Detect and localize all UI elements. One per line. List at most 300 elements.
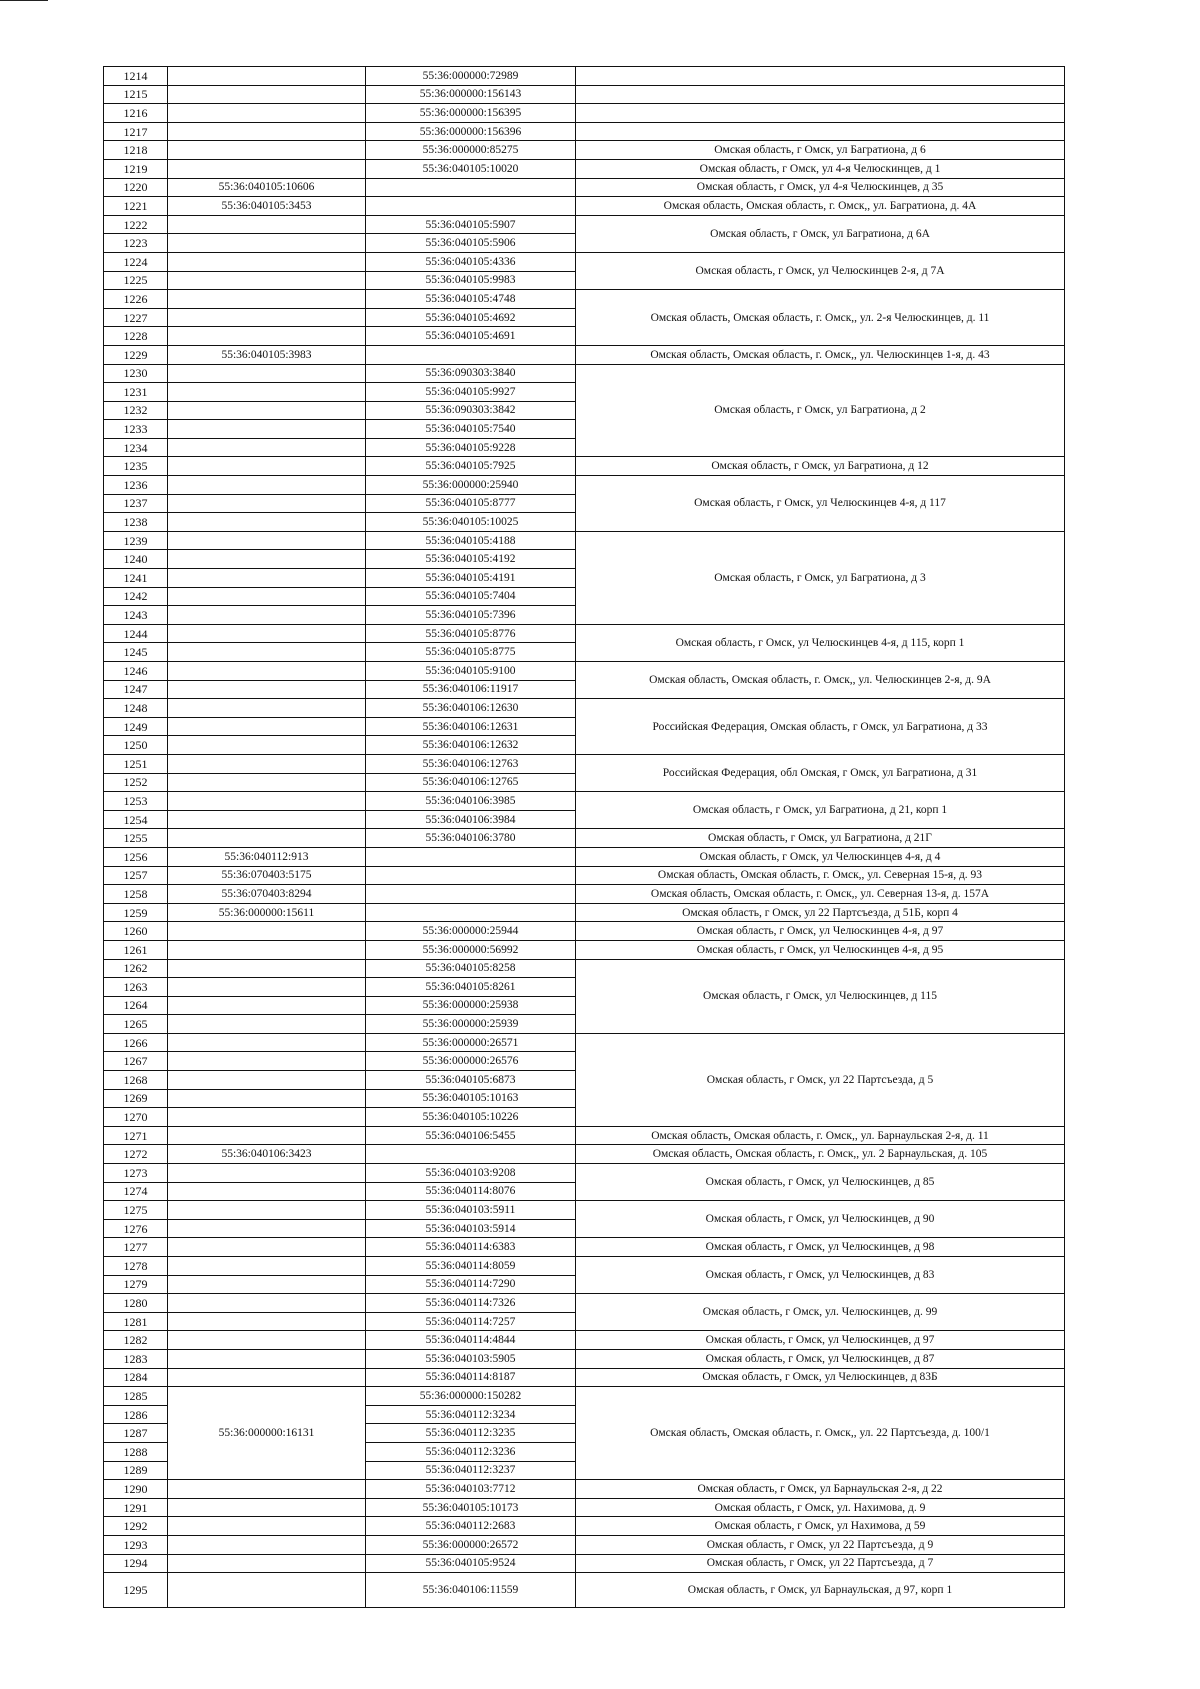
row-number: 1238 bbox=[104, 513, 168, 532]
building-cadastral-number bbox=[168, 1182, 366, 1201]
land-cadastral-number: 55:36:040105:5907 bbox=[366, 215, 576, 234]
land-cadastral-number: 55:36:040106:3780 bbox=[366, 829, 576, 848]
building-cadastral-number: 55:36:070403:5175 bbox=[168, 866, 366, 885]
building-cadastral-number bbox=[168, 792, 366, 811]
row-number: 1289 bbox=[104, 1461, 168, 1480]
table-row bbox=[104, 141, 1065, 160]
row-number: 1266 bbox=[104, 1033, 168, 1052]
row-number: 1228 bbox=[104, 327, 168, 346]
row-number: 1293 bbox=[104, 1535, 168, 1554]
building-cadastral-number bbox=[168, 754, 366, 773]
row-number: 1277 bbox=[104, 1238, 168, 1257]
building-cadastral-number bbox=[168, 85, 366, 104]
building-cadastral-number bbox=[168, 513, 366, 532]
row-number: 1268 bbox=[104, 1071, 168, 1090]
building-cadastral-number bbox=[168, 680, 366, 699]
address-cell: Омская область, г Омск, ул Челюскинцев 4-я, д 117 bbox=[576, 476, 1065, 532]
row-number: 1241 bbox=[104, 569, 168, 588]
table-row bbox=[104, 67, 1065, 86]
table-row bbox=[104, 1238, 1065, 1257]
building-cadastral-number bbox=[168, 1294, 366, 1313]
building-cadastral-number bbox=[168, 1238, 366, 1257]
building-cadastral-number bbox=[168, 1275, 366, 1294]
land-cadastral-number: 55:36:000000:25944 bbox=[366, 922, 576, 941]
table-row bbox=[104, 122, 1065, 141]
land-cadastral-number: 55:36:000000:85275 bbox=[366, 141, 576, 160]
row-number: 1226 bbox=[104, 290, 168, 309]
building-cadastral-number bbox=[168, 569, 366, 588]
address-cell: Омская область, Омская область, г. Омск,, ул. 22 Партсъезда, д. 100/1 bbox=[576, 1387, 1065, 1480]
address-cell: Омская область, г Омск, ул Челюскинцев, д 98 bbox=[576, 1238, 1065, 1257]
row-number: 1278 bbox=[104, 1257, 168, 1276]
table-row bbox=[104, 178, 1065, 197]
address-cell: Омская область, г Омск, ул Багратиона, д 3 bbox=[576, 531, 1065, 624]
table-row bbox=[104, 1498, 1065, 1517]
row-number: 1251 bbox=[104, 754, 168, 773]
row-number: 1283 bbox=[104, 1349, 168, 1368]
land-cadastral-number: 55:36:000000:156396 bbox=[366, 122, 576, 141]
land-cadastral-number: 55:36:040114:4844 bbox=[366, 1331, 576, 1350]
address-cell: Российская Федерация, обл Омская, г Омск, ул Багратиона, д 31 bbox=[576, 754, 1065, 791]
row-number: 1239 bbox=[104, 531, 168, 550]
building-cadastral-number bbox=[168, 1108, 366, 1127]
table-row bbox=[104, 252, 1065, 271]
building-cadastral-number bbox=[168, 364, 366, 383]
land-cadastral-number: 55:36:000000:72989 bbox=[366, 67, 576, 86]
row-number: 1218 bbox=[104, 141, 168, 160]
address-cell: Омская область, г Омск, ул 4-я Челюскинцев, д 1 bbox=[576, 159, 1065, 178]
building-cadastral-number bbox=[168, 271, 366, 290]
address-cell: Омская область, г Омск, ул Челюскинцев, д 115 bbox=[576, 959, 1065, 1033]
building-cadastral-number: 55:36:000000:15611 bbox=[168, 903, 366, 922]
table-row bbox=[104, 1554, 1065, 1573]
address-cell bbox=[576, 67, 1065, 86]
cadastral-table bbox=[103, 66, 1065, 1608]
table-row bbox=[104, 159, 1065, 178]
row-number: 1259 bbox=[104, 903, 168, 922]
row-number: 1257 bbox=[104, 866, 168, 885]
land-cadastral-number: 55:36:040114:7257 bbox=[366, 1312, 576, 1331]
land-cadastral-number bbox=[366, 345, 576, 364]
row-number: 1290 bbox=[104, 1480, 168, 1499]
table-row bbox=[104, 1294, 1065, 1313]
land-cadastral-number: 55:36:040106:12630 bbox=[366, 699, 576, 718]
address-cell: Омская область, Омская область, г. Омск,, ул. Барнаульская 2-я, д. 11 bbox=[576, 1126, 1065, 1145]
address-cell: Омская область, Омская область, г. Омск,, ул. Северная 13-я, д. 157А bbox=[576, 885, 1065, 904]
address-cell: Омская область, г Омск, ул Багратиона, д 21Г bbox=[576, 829, 1065, 848]
row-number: 1221 bbox=[104, 197, 168, 216]
row-number: 1275 bbox=[104, 1201, 168, 1220]
building-cadastral-number bbox=[168, 699, 366, 718]
address-cell: Омская область, г Омск, ул Челюскинцев, д 97 bbox=[576, 1331, 1065, 1350]
building-cadastral-number bbox=[168, 1535, 366, 1554]
table-row bbox=[104, 85, 1065, 104]
table-row bbox=[104, 959, 1065, 978]
building-cadastral-number bbox=[168, 476, 366, 495]
building-cadastral-number bbox=[168, 159, 366, 178]
table-row bbox=[104, 866, 1065, 885]
land-cadastral-number: 55:36:040114:7326 bbox=[366, 1294, 576, 1313]
address-cell: Омская область, Омская область, г. Омск,, ул. Челюскинцев 1-я, д. 43 bbox=[576, 345, 1065, 364]
row-number: 1274 bbox=[104, 1182, 168, 1201]
table-row bbox=[104, 290, 1065, 309]
address-cell: Омская область, г Омск, ул 22 Партсъезда, д 5 bbox=[576, 1033, 1065, 1126]
row-number: 1269 bbox=[104, 1089, 168, 1108]
land-cadastral-number: 55:36:090303:3842 bbox=[366, 401, 576, 420]
land-cadastral-number: 55:36:000000:150282 bbox=[366, 1387, 576, 1406]
building-cadastral-number: 55:36:040112:913 bbox=[168, 847, 366, 866]
table-row bbox=[104, 1535, 1065, 1554]
table-row bbox=[104, 792, 1065, 811]
building-cadastral-number bbox=[168, 1089, 366, 1108]
land-cadastral-number: 55:36:040106:12763 bbox=[366, 754, 576, 773]
row-number: 1225 bbox=[104, 271, 168, 290]
building-cadastral-number bbox=[168, 438, 366, 457]
building-cadastral-number bbox=[168, 550, 366, 569]
address-cell: Омская область, Омская область, г. Омск,, ул. Багратиона, д. 4А bbox=[576, 197, 1065, 216]
building-cadastral-number bbox=[168, 1349, 366, 1368]
land-cadastral-number: 55:36:000000:156143 bbox=[366, 85, 576, 104]
row-number: 1234 bbox=[104, 438, 168, 457]
land-cadastral-number: 55:36:040112:3234 bbox=[366, 1405, 576, 1424]
land-cadastral-number bbox=[366, 866, 576, 885]
table-row bbox=[104, 197, 1065, 216]
land-cadastral-number: 55:36:040105:9983 bbox=[366, 271, 576, 290]
building-cadastral-number: 55:36:040106:3423 bbox=[168, 1145, 366, 1164]
land-cadastral-number: 55:36:040112:3235 bbox=[366, 1424, 576, 1443]
building-cadastral-number bbox=[168, 1368, 366, 1387]
land-cadastral-number: 55:36:040114:8076 bbox=[366, 1182, 576, 1201]
address-cell: Омская область, г Омск, ул 4-я Челюскинцев, д 35 bbox=[576, 178, 1065, 197]
address-cell: Омская область, г Омск, ул Багратиона, д 6 bbox=[576, 141, 1065, 160]
land-cadastral-number bbox=[366, 197, 576, 216]
table-row bbox=[104, 1387, 1065, 1406]
table-row bbox=[104, 1573, 1065, 1608]
building-cadastral-number bbox=[168, 1033, 366, 1052]
table-row bbox=[104, 104, 1065, 123]
building-cadastral-number bbox=[168, 1257, 366, 1276]
building-cadastral-number bbox=[168, 141, 366, 160]
table-row bbox=[104, 215, 1065, 234]
row-number: 1291 bbox=[104, 1498, 168, 1517]
address-cell: Омская область, Омская область, г. Омск,, ул. Северная 15-я, д. 93 bbox=[576, 866, 1065, 885]
land-cadastral-number: 55:36:040103:7712 bbox=[366, 1480, 576, 1499]
address-cell: Омская область, г Омск, ул Челюскинцев 4-я, д 95 bbox=[576, 940, 1065, 959]
row-number: 1265 bbox=[104, 1015, 168, 1034]
row-number: 1216 bbox=[104, 104, 168, 123]
land-cadastral-number: 55:36:000000:56992 bbox=[366, 940, 576, 959]
building-cadastral-number bbox=[168, 308, 366, 327]
row-number: 1237 bbox=[104, 494, 168, 513]
row-number: 1236 bbox=[104, 476, 168, 495]
row-number: 1231 bbox=[104, 383, 168, 402]
table-row bbox=[104, 457, 1065, 476]
building-cadastral-number bbox=[168, 1331, 366, 1350]
address-cell: Омская область, г Омск, ул Барнаульская 2-я, д 22 bbox=[576, 1480, 1065, 1499]
row-number: 1214 bbox=[104, 67, 168, 86]
address-cell: Омская область, г Омск, ул Багратиона, д 6А bbox=[576, 215, 1065, 252]
land-cadastral-number: 55:36:040106:12765 bbox=[366, 773, 576, 792]
row-number: 1255 bbox=[104, 829, 168, 848]
table-row bbox=[104, 1257, 1065, 1276]
building-cadastral-number bbox=[168, 606, 366, 625]
land-cadastral-number bbox=[366, 178, 576, 197]
table-row bbox=[104, 345, 1065, 364]
building-cadastral-number bbox=[168, 215, 366, 234]
building-cadastral-number bbox=[168, 773, 366, 792]
address-cell: Омская область, г Омск, ул Челюскинцев, д 90 bbox=[576, 1201, 1065, 1238]
land-cadastral-number: 55:36:040105:7396 bbox=[366, 606, 576, 625]
land-cadastral-number: 55:36:040106:3984 bbox=[366, 810, 576, 829]
land-cadastral-number bbox=[366, 1145, 576, 1164]
table-row bbox=[104, 364, 1065, 383]
address-cell: Омская область, г Омск, ул Нахимова, д 59 bbox=[576, 1517, 1065, 1536]
row-number: 1250 bbox=[104, 736, 168, 755]
land-cadastral-number: 55:36:040103:5911 bbox=[366, 1201, 576, 1220]
building-cadastral-number bbox=[168, 829, 366, 848]
row-number: 1245 bbox=[104, 643, 168, 662]
land-cadastral-number: 55:36:040106:12632 bbox=[366, 736, 576, 755]
address-cell: Омская область, Омская область, г. Омск,, ул. Челюскинцев 2-я, д. 9А bbox=[576, 662, 1065, 699]
land-cadastral-number bbox=[366, 847, 576, 866]
row-number: 1222 bbox=[104, 215, 168, 234]
row-number: 1224 bbox=[104, 252, 168, 271]
land-cadastral-number: 55:36:040103:9208 bbox=[366, 1164, 576, 1183]
address-cell: Омская область, г Омск, ул Челюскинцев, д 85 bbox=[576, 1164, 1065, 1201]
building-cadastral-number bbox=[168, 922, 366, 941]
land-cadastral-number: 55:36:040105:4691 bbox=[366, 327, 576, 346]
land-cadastral-number: 55:36:040105:4191 bbox=[366, 569, 576, 588]
building-cadastral-number bbox=[168, 1071, 366, 1090]
land-cadastral-number: 55:36:040105:8776 bbox=[366, 624, 576, 643]
land-cadastral-number: 55:36:040105:8775 bbox=[366, 643, 576, 662]
building-cadastral-number bbox=[168, 1052, 366, 1071]
address-cell bbox=[576, 122, 1065, 141]
building-cadastral-number bbox=[168, 1573, 366, 1608]
table-row bbox=[104, 1033, 1065, 1052]
building-cadastral-number bbox=[168, 643, 366, 662]
land-cadastral-number: 55:36:040105:10226 bbox=[366, 1108, 576, 1127]
land-cadastral-number: 55:36:000000:25940 bbox=[366, 476, 576, 495]
row-number: 1271 bbox=[104, 1126, 168, 1145]
address-cell: Омская область, г Омск, ул Челюскинцев 4-я, д 97 bbox=[576, 922, 1065, 941]
building-cadastral-number bbox=[168, 1554, 366, 1573]
land-cadastral-number: 55:36:040106:11917 bbox=[366, 680, 576, 699]
building-cadastral-number bbox=[168, 494, 366, 513]
address-cell: Омская область, г Омск, ул 22 Партсъезда, д 9 bbox=[576, 1535, 1065, 1554]
row-number: 1286 bbox=[104, 1405, 168, 1424]
row-number: 1279 bbox=[104, 1275, 168, 1294]
row-number: 1276 bbox=[104, 1219, 168, 1238]
row-number: 1258 bbox=[104, 885, 168, 904]
address-cell: Омская область, г Омск, ул Челюскинцев 4-я, д 115, корп 1 bbox=[576, 624, 1065, 661]
land-cadastral-number: 55:36:040112:2683 bbox=[366, 1517, 576, 1536]
row-number: 1217 bbox=[104, 122, 168, 141]
land-cadastral-number: 55:36:040103:5914 bbox=[366, 1219, 576, 1238]
row-number: 1288 bbox=[104, 1442, 168, 1461]
building-cadastral-number bbox=[168, 1164, 366, 1183]
building-cadastral-number: 55:36:070403:8294 bbox=[168, 885, 366, 904]
land-cadastral-number: 55:36:000000:25938 bbox=[366, 996, 576, 1015]
row-number: 1270 bbox=[104, 1108, 168, 1127]
building-cadastral-number bbox=[168, 587, 366, 606]
building-cadastral-number bbox=[168, 978, 366, 997]
table-row bbox=[104, 699, 1065, 718]
land-cadastral-number: 55:36:040103:5905 bbox=[366, 1349, 576, 1368]
table-row bbox=[104, 903, 1065, 922]
row-number: 1287 bbox=[104, 1424, 168, 1443]
scan-edge-mark bbox=[0, 0, 48, 1]
address-cell: Омская область, г Омск, ул Челюскинцев, д 83Б bbox=[576, 1368, 1065, 1387]
building-cadastral-number bbox=[168, 1517, 366, 1536]
land-cadastral-number: 55:36:040105:10020 bbox=[366, 159, 576, 178]
table-row bbox=[104, 1145, 1065, 1164]
row-number: 1229 bbox=[104, 345, 168, 364]
table-row bbox=[104, 476, 1065, 495]
building-cadastral-number bbox=[168, 1015, 366, 1034]
land-cadastral-number: 55:36:040105:5906 bbox=[366, 234, 576, 253]
table-row bbox=[104, 922, 1065, 941]
land-cadastral-number: 55:36:040114:8059 bbox=[366, 1257, 576, 1276]
building-cadastral-number bbox=[168, 1219, 366, 1238]
land-cadastral-number: 55:36:040105:9100 bbox=[366, 662, 576, 681]
land-cadastral-number: 55:36:040105:8261 bbox=[366, 978, 576, 997]
land-cadastral-number bbox=[366, 885, 576, 904]
land-cadastral-number: 55:36:040105:6873 bbox=[366, 1071, 576, 1090]
land-cadastral-number: 55:36:040106:11559 bbox=[366, 1573, 576, 1608]
address-cell: Омская область, г Омск, ул 22 Партсъезда, д 7 bbox=[576, 1554, 1065, 1573]
building-cadastral-number bbox=[168, 252, 366, 271]
building-cadastral-number bbox=[168, 383, 366, 402]
building-cadastral-number: 55:36:000000:16131 bbox=[168, 1387, 366, 1480]
land-cadastral-number: 55:36:040105:7404 bbox=[366, 587, 576, 606]
land-cadastral-number: 55:36:040105:8777 bbox=[366, 494, 576, 513]
address-cell: Омская область, г Омск, ул Багратиона, д 2 bbox=[576, 364, 1065, 457]
row-number: 1252 bbox=[104, 773, 168, 792]
table-row bbox=[104, 847, 1065, 866]
building-cadastral-number: 55:36:040105:3983 bbox=[168, 345, 366, 364]
land-cadastral-number: 55:36:040112:3237 bbox=[366, 1461, 576, 1480]
building-cadastral-number: 55:36:040105:3453 bbox=[168, 197, 366, 216]
land-cadastral-number: 55:36:090303:3840 bbox=[366, 364, 576, 383]
land-cadastral-number: 55:36:040105:10025 bbox=[366, 513, 576, 532]
address-cell: Омская область, г Омск, ул Барнаульская, д 97, корп 1 bbox=[576, 1573, 1065, 1608]
table-row bbox=[104, 829, 1065, 848]
table-row bbox=[104, 624, 1065, 643]
address-cell: Омская область, г Омск, ул 22 Партсъезда, д 51Б, корп 4 bbox=[576, 903, 1065, 922]
table-row bbox=[104, 940, 1065, 959]
land-cadastral-number: 55:36:040105:9228 bbox=[366, 438, 576, 457]
building-cadastral-number bbox=[168, 717, 366, 736]
table-row bbox=[104, 1201, 1065, 1220]
building-cadastral-number bbox=[168, 234, 366, 253]
row-number: 1223 bbox=[104, 234, 168, 253]
table-row bbox=[104, 1368, 1065, 1387]
row-number: 1292 bbox=[104, 1517, 168, 1536]
address-cell: Омская область, г Омск, ул Челюскинцев 2-я, д 7А bbox=[576, 252, 1065, 289]
building-cadastral-number bbox=[168, 1126, 366, 1145]
row-number: 1273 bbox=[104, 1164, 168, 1183]
building-cadastral-number bbox=[168, 810, 366, 829]
table-row bbox=[104, 662, 1065, 681]
row-number: 1230 bbox=[104, 364, 168, 383]
row-number: 1267 bbox=[104, 1052, 168, 1071]
land-cadastral-number: 55:36:000000:26576 bbox=[366, 1052, 576, 1071]
row-number: 1262 bbox=[104, 959, 168, 978]
row-number: 1235 bbox=[104, 457, 168, 476]
row-number: 1220 bbox=[104, 178, 168, 197]
row-number: 1243 bbox=[104, 606, 168, 625]
building-cadastral-number: 55:36:040105:10606 bbox=[168, 178, 366, 197]
row-number: 1282 bbox=[104, 1331, 168, 1350]
building-cadastral-number bbox=[168, 996, 366, 1015]
land-cadastral-number: 55:36:000000:26571 bbox=[366, 1033, 576, 1052]
building-cadastral-number bbox=[168, 940, 366, 959]
address-cell: Омская область, г Омск, ул. Нахимова, д. 9 bbox=[576, 1498, 1065, 1517]
address-cell: Омская область, г Омск, ул Багратиона, д 21, корп 1 bbox=[576, 792, 1065, 829]
row-number: 1246 bbox=[104, 662, 168, 681]
land-cadastral-number: 55:36:040112:3236 bbox=[366, 1442, 576, 1461]
row-number: 1215 bbox=[104, 85, 168, 104]
building-cadastral-number bbox=[168, 1480, 366, 1499]
building-cadastral-number bbox=[168, 104, 366, 123]
table-row bbox=[104, 885, 1065, 904]
address-cell: Омская область, г Омск, ул Багратиона, д 12 bbox=[576, 457, 1065, 476]
land-cadastral-number: 55:36:040105:4192 bbox=[366, 550, 576, 569]
land-cadastral-number: 55:36:000000:26572 bbox=[366, 1535, 576, 1554]
building-cadastral-number bbox=[168, 327, 366, 346]
row-number: 1295 bbox=[104, 1573, 168, 1608]
row-number: 1263 bbox=[104, 978, 168, 997]
row-number: 1285 bbox=[104, 1387, 168, 1406]
table-row bbox=[104, 531, 1065, 550]
table-row bbox=[104, 1480, 1065, 1499]
building-cadastral-number bbox=[168, 290, 366, 309]
land-cadastral-number: 55:36:040114:6383 bbox=[366, 1238, 576, 1257]
row-number: 1253 bbox=[104, 792, 168, 811]
land-cadastral-number: 55:36:040106:12631 bbox=[366, 717, 576, 736]
land-cadastral-number: 55:36:040105:4748 bbox=[366, 290, 576, 309]
building-cadastral-number bbox=[168, 531, 366, 550]
row-number: 1227 bbox=[104, 308, 168, 327]
building-cadastral-number bbox=[168, 624, 366, 643]
land-cadastral-number bbox=[366, 903, 576, 922]
land-cadastral-number: 55:36:040105:10173 bbox=[366, 1498, 576, 1517]
building-cadastral-number bbox=[168, 959, 366, 978]
row-number: 1284 bbox=[104, 1368, 168, 1387]
table-row bbox=[104, 754, 1065, 773]
address-cell: Омская область, г Омск, ул Челюскинцев 4-я, д 4 bbox=[576, 847, 1065, 866]
address-cell: Омская область, г Омск, ул Челюскинцев, д 87 bbox=[576, 1349, 1065, 1368]
building-cadastral-number bbox=[168, 662, 366, 681]
land-cadastral-number: 55:36:040105:7540 bbox=[366, 420, 576, 439]
row-number: 1240 bbox=[104, 550, 168, 569]
address-cell bbox=[576, 85, 1065, 104]
row-number: 1280 bbox=[104, 1294, 168, 1313]
building-cadastral-number bbox=[168, 1201, 366, 1220]
building-cadastral-number bbox=[168, 67, 366, 86]
row-number: 1248 bbox=[104, 699, 168, 718]
building-cadastral-number bbox=[168, 1312, 366, 1331]
address-cell: Омская область, Омская область, г. Омск,, ул. 2 Барнаульская, д. 105 bbox=[576, 1145, 1065, 1164]
row-number: 1233 bbox=[104, 420, 168, 439]
land-cadastral-number: 55:36:040105:4336 bbox=[366, 252, 576, 271]
address-cell bbox=[576, 104, 1065, 123]
building-cadastral-number bbox=[168, 457, 366, 476]
building-cadastral-number bbox=[168, 1498, 366, 1517]
table-row bbox=[104, 1517, 1065, 1536]
building-cadastral-number bbox=[168, 736, 366, 755]
